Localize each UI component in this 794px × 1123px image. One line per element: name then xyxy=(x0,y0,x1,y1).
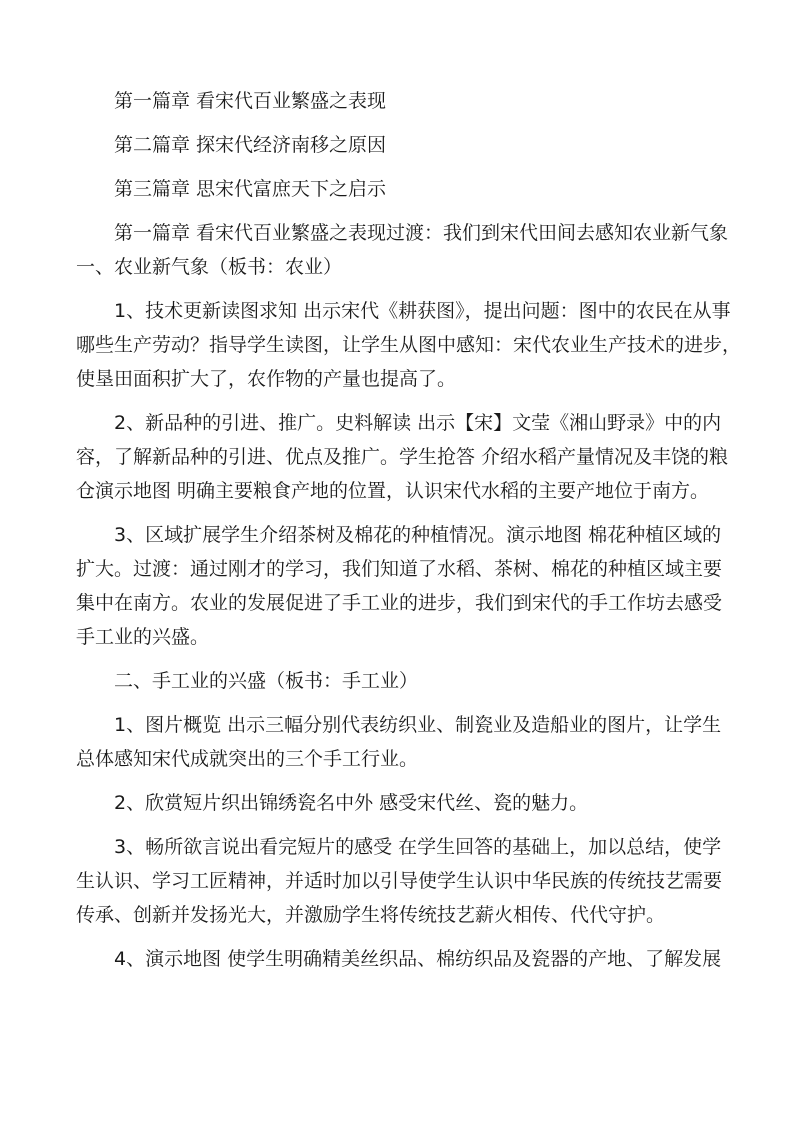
chapter-title-2: 第二篇章 探宋代经济南移之原因 xyxy=(114,134,387,156)
paragraph-line: 4、演示地图 使学生明确精美丝织品、棉纺织品及瓷器的产地、了解发展 xyxy=(114,948,722,970)
paragraph-line: 总体感知宋代成就突出的三个手工行业。 xyxy=(76,748,419,770)
chapter-title-1: 第一篇章 看宋代百业繁盛之表现 xyxy=(114,90,387,112)
paragraph-line: 哪些生产劳动？指导学生读图，让学生从图中感知：宋代农业生产技术的进步， xyxy=(76,334,742,356)
paragraph-line: 使垦田面积扩大了，农作物的产量也提高了。 xyxy=(76,368,457,390)
paragraph-line: 生认识、学习工匠精神，并适时加以引导使学生认识中华民族的传统技艺需要 xyxy=(76,870,723,892)
paragraph-line: 2、新品种的引进、推广。史料解读 出示【宋】文莹《湘山野录》中的内 xyxy=(114,412,722,434)
paragraph-line: 集中在南方。农业的发展促进了手工业的进步，我们到宋代的手工作坊去感受 xyxy=(76,592,723,614)
section-heading-handicraft: 二、手工业的兴盛（板书：手工业） xyxy=(114,670,419,692)
paragraph-line: 3、畅所欲言说出看完短片的感受 在学生回答的基础上，加以总结，使学 xyxy=(114,836,722,858)
section-heading-agriculture: 一、农业新气象（板书：农业） xyxy=(76,256,343,278)
paragraph-line: 仓演示地图 明确主要粮食产地的位置，认识宋代水稻的主要产地位于南方。 xyxy=(76,480,710,502)
document-body xyxy=(76,84,742,976)
paragraph-line: 2、欣赏短片织出锦绣瓷名中外 感受宋代丝、瓷的魅力。 xyxy=(114,792,589,814)
paragraph-line: 1、技术更新读图求知 出示宋代《耕获图》，提出问题：图中的农民在从事 xyxy=(114,300,731,322)
paragraph-line: 容，了解新品种的引进、优点及推广。学生抢答 介绍水稻产量情况及丰饶的粮 xyxy=(76,446,729,468)
paragraph-line: 传承、创新并发扬光大，并激励学生将传统技艺薪火相传、代代守护。 xyxy=(76,904,666,926)
paragraph-line: 3、区域扩展学生介绍茶树及棉花的种植情况。演示地图 棉花种植区域的 xyxy=(114,524,722,546)
paragraph-line: 扩大。过渡：通过刚才的学习，我们知道了水稻、茶树、棉花的种植区域主要 xyxy=(76,558,723,580)
paragraph-line: 1、图片概览 出示三幅分别代表纺织业、制瓷业及造船业的图片，让学生 xyxy=(114,714,722,736)
paragraph-line: 手工业的兴盛。 xyxy=(76,626,210,648)
chapter-title-3: 第三篇章 思宋代富庶天下之启示 xyxy=(114,178,387,200)
chapter-intro-line: 第一篇章 看宋代百业繁盛之表现过渡：我们到宋代田间去感知农业新气象 xyxy=(114,222,729,244)
